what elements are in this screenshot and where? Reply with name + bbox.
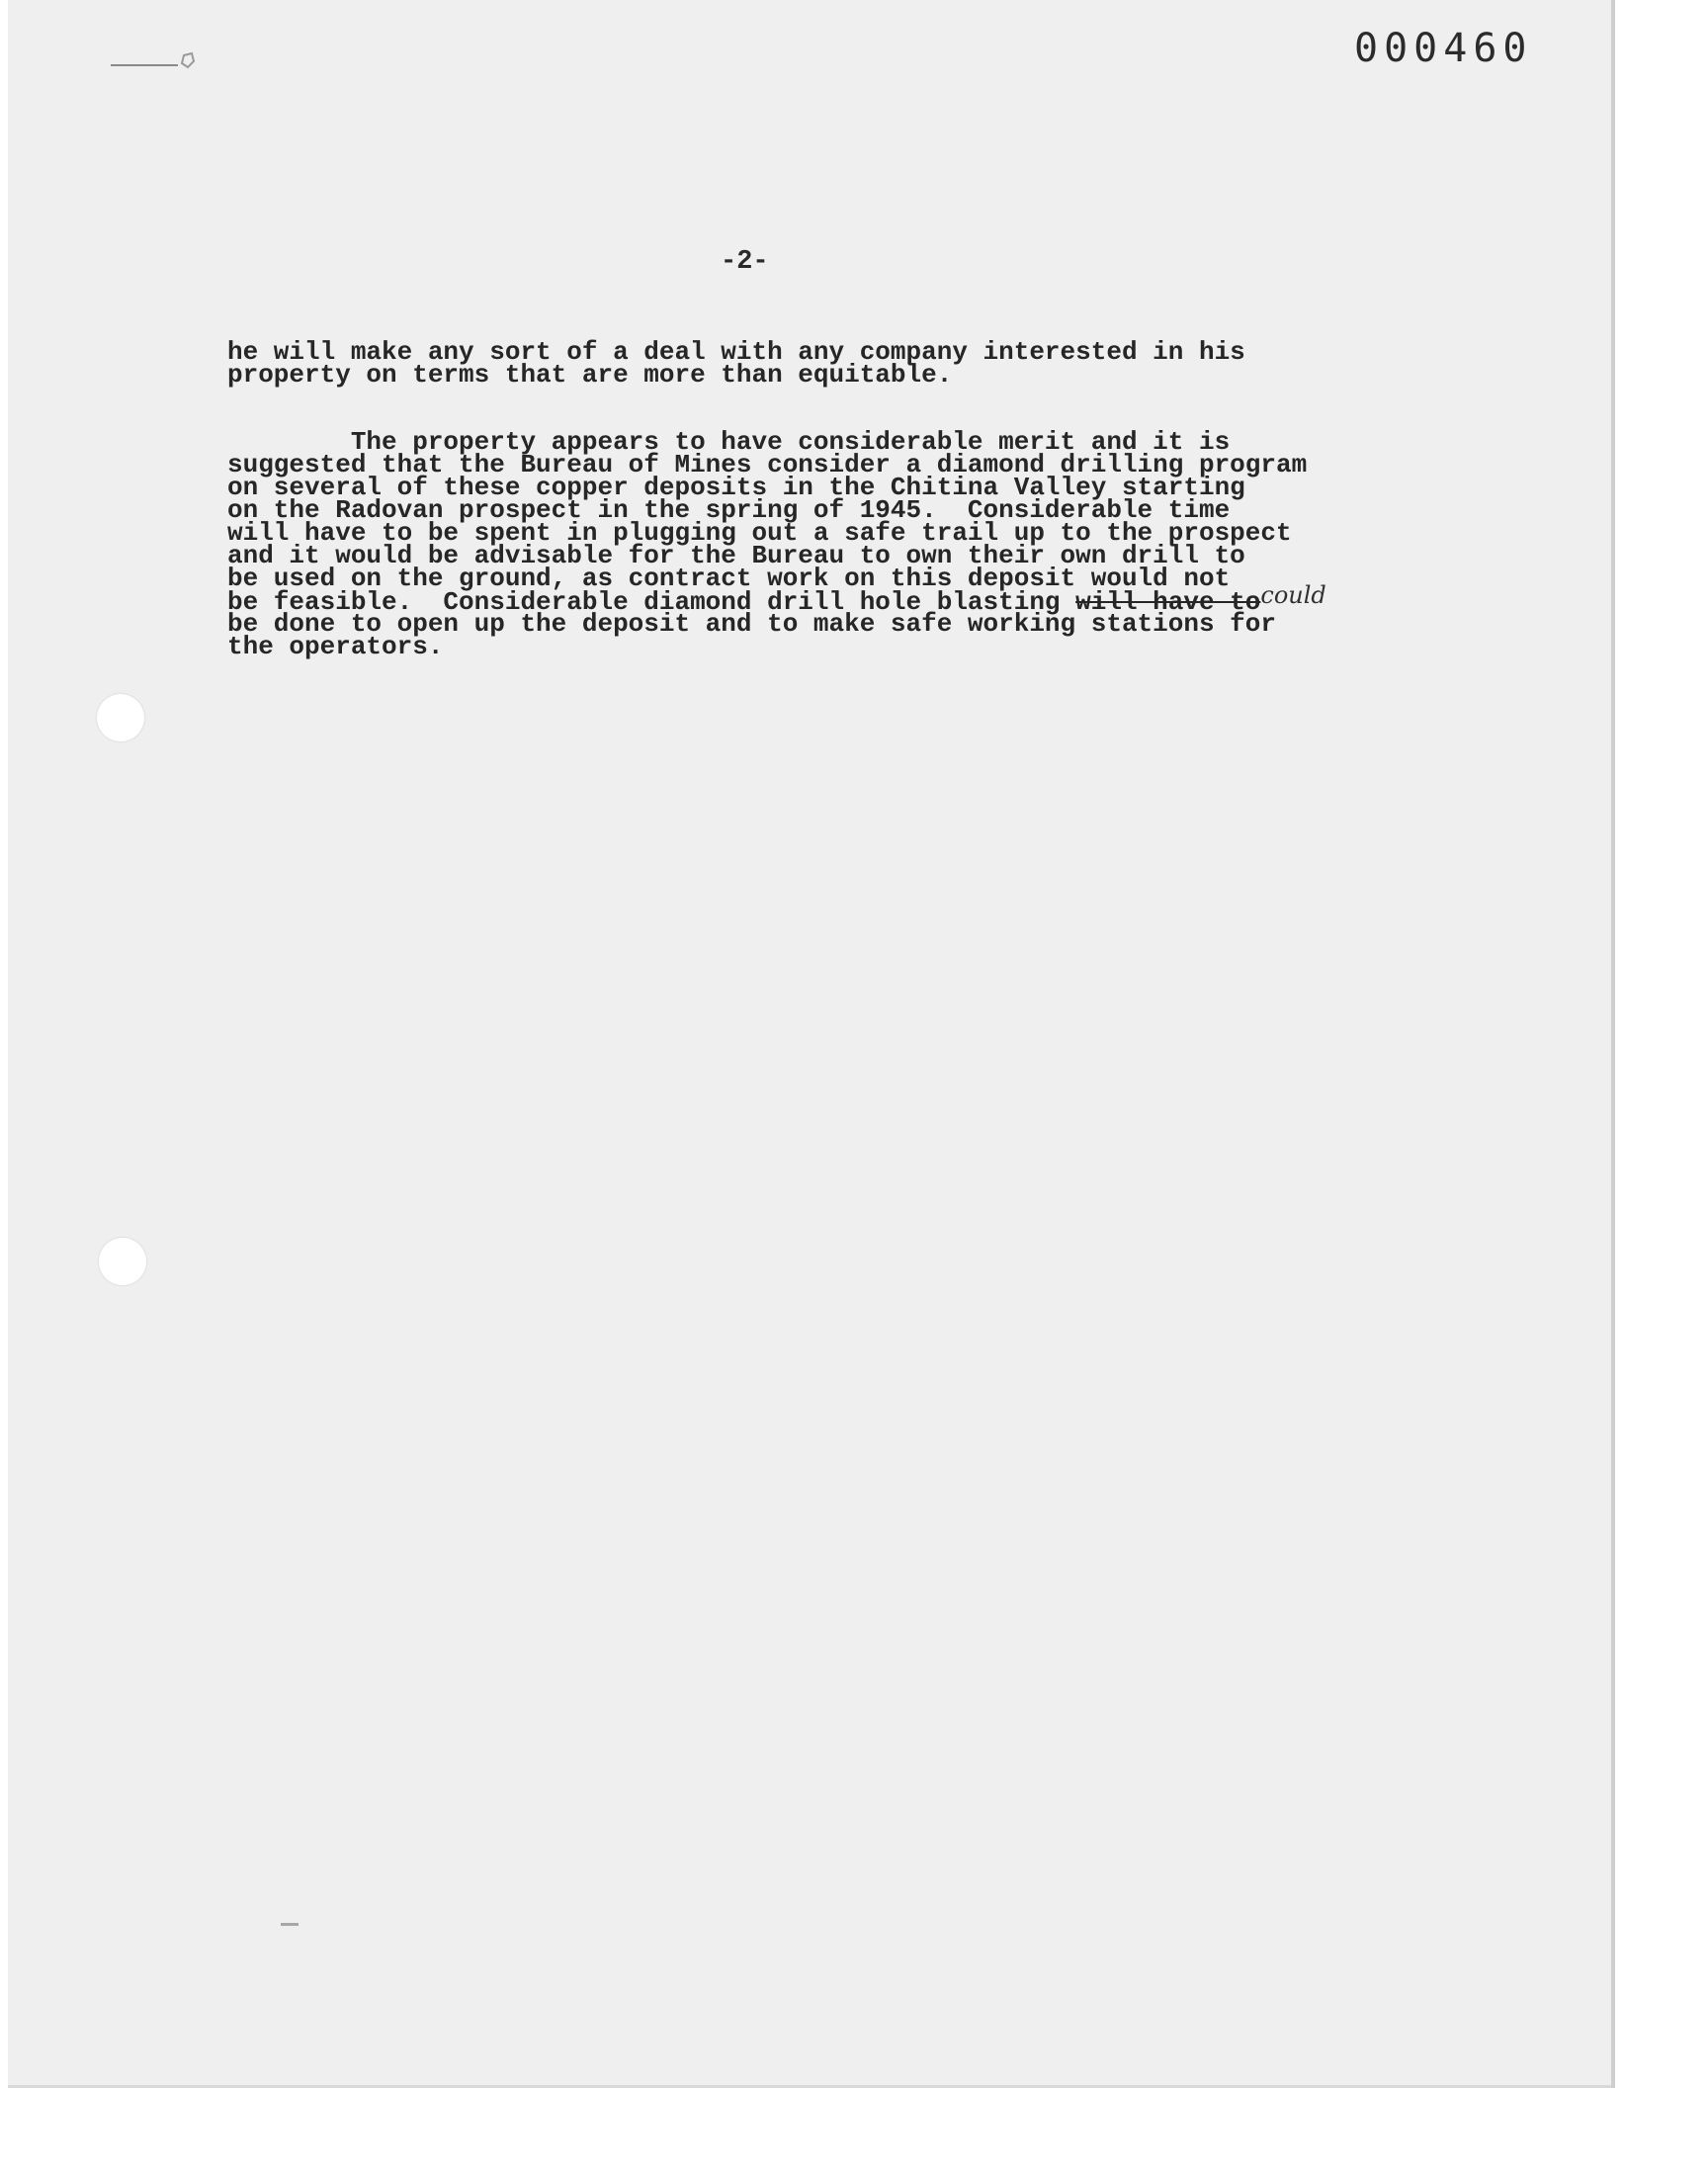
text-line: will have to be spent in plugging out a safe trail up to the prospect (227, 518, 1292, 548)
paper-sheet (8, 0, 1614, 2088)
page-number: -2- (721, 247, 769, 277)
text-line-segment: be feasible. Considerable diamond drill hole blasting (227, 587, 1076, 617)
stray-mark (281, 1923, 299, 1926)
corner-pencil-mark (109, 51, 200, 71)
text-line: the operators. (227, 632, 444, 661)
text-line: he will make any sort of a deal with any company interested in his (227, 337, 1245, 367)
text-line: suggested that the Bureau of Mines consider a diamond drilling program (227, 450, 1308, 479)
letter-body (227, 337, 1413, 661)
sheet-edge-shadow (1611, 0, 1615, 2088)
handwritten-insertion: could (1260, 581, 1326, 609)
document-stamp-number: 000460 (1354, 26, 1533, 71)
text-line: and it would be advisable for the Bureau to own their own drill to (227, 541, 1245, 570)
text-line: be done to open up the deposit and to make safe working stations for (227, 609, 1276, 639)
strikethrough-text: will have to (1075, 587, 1261, 617)
punch-hole-top (97, 694, 144, 741)
text-line: be used on the ground, as contract work on this deposit would not (227, 564, 1231, 593)
punch-hole-bottom (99, 1238, 146, 1285)
paragraph-gap (227, 387, 1413, 431)
text-line: on the Radovan prospect in the spring of 1945. Considerable time (227, 495, 1231, 525)
text-line: on several of these copper deposits in the Chitina Valley starting (227, 473, 1245, 502)
text-line: The property appears to have considerable merit and it is (227, 427, 1231, 457)
text-line: property on terms that are more than equitable. (227, 360, 953, 390)
